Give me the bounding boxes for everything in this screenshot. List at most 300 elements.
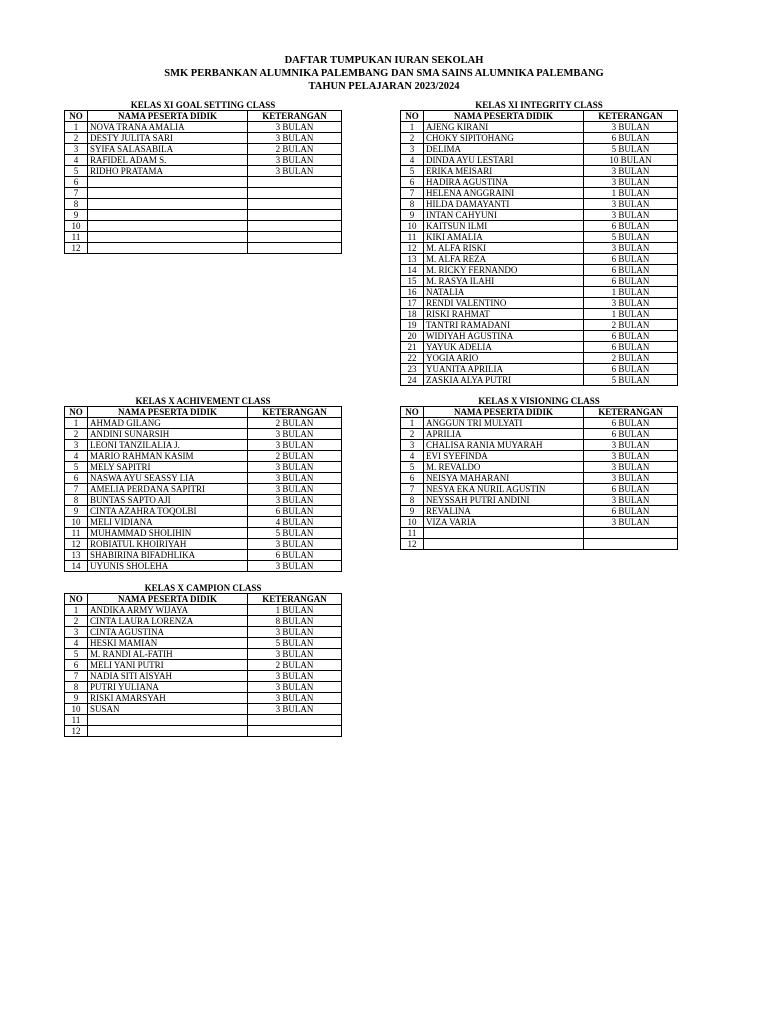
remarks: 5 BULAN xyxy=(248,638,342,649)
row-number: 2 xyxy=(65,616,88,627)
student-name: NOVA TRANA AMALIA xyxy=(88,122,248,133)
table-row xyxy=(65,122,342,133)
class-table xyxy=(400,406,678,550)
remarks: 2 BULAN xyxy=(248,451,342,462)
student-name xyxy=(88,726,248,737)
table-row xyxy=(401,375,678,386)
table-row xyxy=(65,243,342,254)
row-number: 17 xyxy=(401,298,424,309)
table-row xyxy=(65,473,342,484)
table-row xyxy=(65,199,342,210)
col-header-no: NO xyxy=(401,111,424,122)
table-row xyxy=(401,122,678,133)
row-number: 21 xyxy=(401,342,424,353)
student-name: LEONI TANZILALIA J. xyxy=(88,440,248,451)
row-number: 1 xyxy=(65,122,88,133)
table-row xyxy=(401,528,678,539)
col-header-name: NAMA PESERTA DIDIK xyxy=(424,407,584,418)
document-header xyxy=(0,54,768,93)
table-row xyxy=(401,188,678,199)
row-number: 7 xyxy=(401,188,424,199)
table-row xyxy=(65,188,342,199)
remarks: 6 BULAN xyxy=(584,418,678,429)
student-name: SHABIRINA BIFADHLIKA xyxy=(88,550,248,561)
student-name: CINTA AZAHRA TOQOLBI xyxy=(88,506,248,517)
row-number: 7 xyxy=(401,484,424,495)
table-row xyxy=(65,462,342,473)
col-header-no: NO xyxy=(65,594,88,605)
table-row xyxy=(401,243,678,254)
remarks: 3 BULAN xyxy=(248,539,342,550)
remarks: 3 BULAN xyxy=(248,704,342,715)
row-number: 13 xyxy=(65,550,88,561)
student-name xyxy=(88,188,248,199)
remarks: 3 BULAN xyxy=(584,495,678,506)
table-row xyxy=(401,210,678,221)
student-name: REVALINA xyxy=(424,506,584,517)
row-number: 24 xyxy=(401,375,424,386)
remarks: 5 BULAN xyxy=(248,528,342,539)
col-header-name: NAMA PESERTA DIDIK xyxy=(88,594,248,605)
remarks: 6 BULAN xyxy=(584,342,678,353)
student-name xyxy=(88,232,248,243)
table-row xyxy=(65,715,342,726)
student-name: EVI SYEFINDA xyxy=(424,451,584,462)
remarks xyxy=(248,715,342,726)
table-row xyxy=(65,671,342,682)
class-table xyxy=(64,593,342,737)
col-header-no: NO xyxy=(65,111,88,122)
table-row xyxy=(401,254,678,265)
remarks: 3 BULAN xyxy=(584,517,678,528)
remarks: 1 BULAN xyxy=(584,287,678,298)
remarks: 3 BULAN xyxy=(248,484,342,495)
row-number: 12 xyxy=(401,243,424,254)
table-row xyxy=(65,550,342,561)
student-name: RISKI AMARSYAH xyxy=(88,693,248,704)
student-name: M. REVALDO xyxy=(424,462,584,473)
row-number: 4 xyxy=(401,451,424,462)
student-name: NADIA SITI AISYAH xyxy=(88,671,248,682)
student-name: ANDINI SUNARSIH xyxy=(88,429,248,440)
row-number: 11 xyxy=(65,715,88,726)
student-name: ERIKA MEISARI xyxy=(424,166,584,177)
student-name: MELY SAPITRI xyxy=(88,462,248,473)
table-row xyxy=(401,506,678,517)
row-number: 10 xyxy=(401,517,424,528)
remarks: 3 BULAN xyxy=(248,682,342,693)
class-title: KELAS X VISIONING CLASS xyxy=(478,396,600,406)
row-number: 12 xyxy=(401,539,424,550)
remarks: 1 BULAN xyxy=(584,309,678,320)
table-row xyxy=(401,221,678,232)
remarks: 2 BULAN xyxy=(248,660,342,671)
class-table xyxy=(64,406,342,572)
row-number: 14 xyxy=(401,265,424,276)
remarks: 3 BULAN xyxy=(248,122,342,133)
row-number: 1 xyxy=(401,418,424,429)
table-row xyxy=(65,704,342,715)
col-header-ket: KETERANGAN xyxy=(248,111,342,122)
student-name: CINTA AGUSTINA xyxy=(88,627,248,638)
remarks: 3 BULAN xyxy=(248,155,342,166)
row-number: 7 xyxy=(65,484,88,495)
table-row xyxy=(401,364,678,375)
row-number: 6 xyxy=(65,660,88,671)
row-number: 7 xyxy=(65,188,88,199)
student-name: HADIRA AGUSTINA xyxy=(424,177,584,188)
student-name: M. RICKY FERNANDO xyxy=(424,265,584,276)
remarks: 3 BULAN xyxy=(248,166,342,177)
class-block-visioning xyxy=(400,396,678,550)
remarks: 6 BULAN xyxy=(584,506,678,517)
table-row xyxy=(65,517,342,528)
student-name: AJENG KIRANI xyxy=(424,122,584,133)
student-name xyxy=(424,528,584,539)
remarks: 6 BULAN xyxy=(584,133,678,144)
academic-year: TAHUN PELAJARAN 2023/2024 xyxy=(308,81,460,92)
row-number: 7 xyxy=(65,671,88,682)
col-header-ket: KETERANGAN xyxy=(248,407,342,418)
student-name: MARIO RAHMAN KASIM xyxy=(88,451,248,462)
remarks: 2 BULAN xyxy=(584,320,678,331)
table-row xyxy=(65,166,342,177)
row-number: 5 xyxy=(401,462,424,473)
student-name xyxy=(88,177,248,188)
table-row xyxy=(65,221,342,232)
remarks: 5 BULAN xyxy=(584,232,678,243)
row-number: 3 xyxy=(65,627,88,638)
remarks: 10 BULAN xyxy=(584,155,678,166)
table-row xyxy=(401,331,678,342)
row-number: 6 xyxy=(401,177,424,188)
class-title: KELAS X ACHIVEMENT CLASS xyxy=(135,396,271,406)
student-name: M. ALFA REZA xyxy=(424,254,584,265)
student-name: CHALISA RANIA MUYARAH xyxy=(424,440,584,451)
table-row xyxy=(65,616,342,627)
remarks: 6 BULAN xyxy=(584,484,678,495)
table-row xyxy=(65,693,342,704)
remarks xyxy=(248,199,342,210)
table-row xyxy=(65,133,342,144)
remarks: 5 BULAN xyxy=(584,375,678,386)
row-number: 8 xyxy=(65,495,88,506)
class-title: KELAS X CAMPION CLASS xyxy=(144,583,262,593)
row-number: 10 xyxy=(401,221,424,232)
table-row xyxy=(401,462,678,473)
table-row xyxy=(401,309,678,320)
table-row xyxy=(401,429,678,440)
remarks: 6 BULAN xyxy=(584,364,678,375)
student-name xyxy=(88,199,248,210)
student-name: ANGGUN TRI MULYATI xyxy=(424,418,584,429)
remarks: 3 BULAN xyxy=(584,210,678,221)
student-name: NEYSSAH PUTRI ANDINI xyxy=(424,495,584,506)
row-number: 6 xyxy=(401,473,424,484)
row-number: 1 xyxy=(401,122,424,133)
row-number: 13 xyxy=(401,254,424,265)
row-number: 3 xyxy=(401,144,424,155)
remarks xyxy=(584,539,678,550)
row-number: 9 xyxy=(401,506,424,517)
class-block-achivement xyxy=(64,396,342,572)
table-row xyxy=(401,473,678,484)
student-name: RIDHO PRATAMA xyxy=(88,166,248,177)
student-name: ZASKIA ALYA PUTRI xyxy=(424,375,584,386)
class-block-campion xyxy=(64,583,342,737)
remarks: 3 BULAN xyxy=(584,243,678,254)
table-row xyxy=(65,429,342,440)
table-row xyxy=(65,660,342,671)
row-number: 12 xyxy=(65,243,88,254)
remarks: 3 BULAN xyxy=(584,122,678,133)
col-header-ket: KETERANGAN xyxy=(584,111,678,122)
class-table xyxy=(400,110,678,386)
table-row xyxy=(65,539,342,550)
remarks: 3 BULAN xyxy=(248,473,342,484)
table-row xyxy=(65,495,342,506)
table-row xyxy=(401,539,678,550)
student-name xyxy=(88,715,248,726)
table-header-row xyxy=(401,407,678,418)
row-number: 4 xyxy=(65,155,88,166)
student-name: DINDA AYU LESTARI xyxy=(424,155,584,166)
class-block-goal-setting xyxy=(64,100,342,254)
row-number: 2 xyxy=(65,133,88,144)
remarks: 3 BULAN xyxy=(248,561,342,572)
table-row xyxy=(401,298,678,309)
student-name: VIZA VARIA xyxy=(424,517,584,528)
table-row xyxy=(401,177,678,188)
table-row xyxy=(401,276,678,287)
row-number: 5 xyxy=(401,166,424,177)
remarks xyxy=(584,528,678,539)
table-row xyxy=(401,451,678,462)
remarks: 3 BULAN xyxy=(584,177,678,188)
student-name: MELI YANI PUTRI xyxy=(88,660,248,671)
class-title: KELAS XI GOAL SETTING CLASS xyxy=(130,100,276,110)
row-number: 9 xyxy=(65,210,88,221)
table-header-row xyxy=(65,111,342,122)
student-name: M. RANDI AL-FATIH xyxy=(88,649,248,660)
remarks: 3 BULAN xyxy=(584,199,678,210)
table-row xyxy=(401,342,678,353)
student-name xyxy=(88,210,248,221)
student-name: AHMAD GILANG xyxy=(88,418,248,429)
student-name: M. ALFA RISKI xyxy=(424,243,584,254)
table-row xyxy=(401,144,678,155)
table-header-row xyxy=(65,407,342,418)
student-name: RISKI RAHMAT xyxy=(424,309,584,320)
student-name: ANDIKA ARMY WIJAYA xyxy=(88,605,248,616)
row-number: 4 xyxy=(401,155,424,166)
student-name: RAFIDEL ADAM S. xyxy=(88,155,248,166)
row-number: 9 xyxy=(65,506,88,517)
table-row xyxy=(401,133,678,144)
student-name: NESYA EKA NURIL AGUSTIN xyxy=(424,484,584,495)
remarks: 1 BULAN xyxy=(584,188,678,199)
remarks: 3 BULAN xyxy=(248,649,342,660)
student-name: NATALIA xyxy=(424,287,584,298)
table-row xyxy=(65,506,342,517)
remarks xyxy=(248,188,342,199)
table-row xyxy=(401,517,678,528)
document-title: DAFTAR TUMPUKAN IURAN SEKOLAH xyxy=(284,55,484,66)
table-row xyxy=(65,440,342,451)
student-name: AMELIA PERDANA SAPITRI xyxy=(88,484,248,495)
row-number: 10 xyxy=(65,704,88,715)
student-name: APRILIA xyxy=(424,429,584,440)
table-row xyxy=(401,155,678,166)
table-row xyxy=(65,726,342,737)
row-number: 11 xyxy=(65,528,88,539)
row-number: 10 xyxy=(65,517,88,528)
remarks: 3 BULAN xyxy=(248,440,342,451)
remarks: 6 BULAN xyxy=(584,221,678,232)
table-row xyxy=(65,177,342,188)
student-name: BUNTAS SAPTO AJI xyxy=(88,495,248,506)
remarks: 3 BULAN xyxy=(248,462,342,473)
remarks xyxy=(248,243,342,254)
table-row xyxy=(401,440,678,451)
table-row xyxy=(65,649,342,660)
table-row xyxy=(65,451,342,462)
remarks: 6 BULAN xyxy=(248,550,342,561)
table-row xyxy=(65,418,342,429)
table-row xyxy=(401,232,678,243)
table-row xyxy=(65,144,342,155)
school-names: SMK PERBANKAN ALUMNIKA PALEMBANG DAN SMA SAINS ALUMNIKA PALEMBANG xyxy=(164,68,604,79)
student-name: NASWA AYU SEASSY LIA xyxy=(88,473,248,484)
row-number: 12 xyxy=(65,726,88,737)
student-name: TANTRI RAMADANI xyxy=(424,320,584,331)
student-name: HELENA ANGGRAINI xyxy=(424,188,584,199)
col-header-name: NAMA PESERTA DIDIK xyxy=(424,111,584,122)
remarks: 3 BULAN xyxy=(248,627,342,638)
row-number: 20 xyxy=(401,331,424,342)
row-number: 5 xyxy=(65,462,88,473)
row-number: 2 xyxy=(401,429,424,440)
student-name: HILDA DAMAYANTI xyxy=(424,199,584,210)
table-row xyxy=(65,232,342,243)
student-name: PUTRI YULIANA xyxy=(88,682,248,693)
student-name: SYIFA SALASABILA xyxy=(88,144,248,155)
remarks xyxy=(248,210,342,221)
row-number: 4 xyxy=(65,638,88,649)
row-number: 14 xyxy=(65,561,88,572)
student-name: MUHAMMAD SHOLIHIN xyxy=(88,528,248,539)
remarks xyxy=(248,221,342,232)
remarks: 3 BULAN xyxy=(584,451,678,462)
remarks: 6 BULAN xyxy=(584,265,678,276)
remarks xyxy=(248,232,342,243)
table-row xyxy=(65,561,342,572)
remarks: 6 BULAN xyxy=(584,331,678,342)
remarks: 3 BULAN xyxy=(584,298,678,309)
row-number: 3 xyxy=(65,440,88,451)
table-row xyxy=(65,155,342,166)
remarks: 3 BULAN xyxy=(584,473,678,484)
remarks: 2 BULAN xyxy=(248,418,342,429)
table-row xyxy=(401,287,678,298)
table-header-row xyxy=(401,111,678,122)
student-name: NEISYA MAHARANI xyxy=(424,473,584,484)
student-name: SUSAN xyxy=(88,704,248,715)
row-number: 11 xyxy=(401,232,424,243)
remarks: 6 BULAN xyxy=(248,506,342,517)
row-number: 8 xyxy=(65,199,88,210)
student-name: CINTA LAURA LORENZA xyxy=(88,616,248,627)
row-number: 18 xyxy=(401,309,424,320)
student-name: DESTY JULITA SARI xyxy=(88,133,248,144)
remarks: 2 BULAN xyxy=(584,353,678,364)
col-header-ket: KETERANGAN xyxy=(248,594,342,605)
table-row xyxy=(401,495,678,506)
remarks xyxy=(248,726,342,737)
table-row xyxy=(401,484,678,495)
row-number: 12 xyxy=(65,539,88,550)
remarks: 3 BULAN xyxy=(584,462,678,473)
remarks: 3 BULAN xyxy=(584,166,678,177)
remarks: 3 BULAN xyxy=(248,693,342,704)
row-number: 16 xyxy=(401,287,424,298)
student-name: RENDI VALENTINO xyxy=(424,298,584,309)
table-row xyxy=(65,682,342,693)
table-row xyxy=(65,210,342,221)
student-name: HESKI MAMIAN xyxy=(88,638,248,649)
student-name xyxy=(88,221,248,232)
student-name: UYUNIS SHOLEHA xyxy=(88,561,248,572)
row-number: 22 xyxy=(401,353,424,364)
row-number: 8 xyxy=(401,495,424,506)
table-header-row xyxy=(65,594,342,605)
row-number: 15 xyxy=(401,276,424,287)
remarks: 3 BULAN xyxy=(248,133,342,144)
student-name: CHOKY SIPITOHANG xyxy=(424,133,584,144)
class-block-integrity xyxy=(400,100,678,386)
row-number: 4 xyxy=(65,451,88,462)
row-number: 3 xyxy=(401,440,424,451)
student-name: KAITSUN ILMI xyxy=(424,221,584,232)
row-number: 8 xyxy=(65,682,88,693)
row-number: 6 xyxy=(65,177,88,188)
remarks: 2 BULAN xyxy=(248,144,342,155)
row-number: 23 xyxy=(401,364,424,375)
student-name: YUANITA APRILIA xyxy=(424,364,584,375)
class-table xyxy=(64,110,342,254)
student-name: DELIMA xyxy=(424,144,584,155)
col-header-no: NO xyxy=(65,407,88,418)
student-name: M. RASYA ILAHI xyxy=(424,276,584,287)
remarks: 3 BULAN xyxy=(248,671,342,682)
row-number: 3 xyxy=(65,144,88,155)
table-row xyxy=(65,605,342,616)
table-row xyxy=(65,638,342,649)
table-row xyxy=(401,166,678,177)
col-header-name: NAMA PESERTA DIDIK xyxy=(88,111,248,122)
student-name: YAYUK ADELIA xyxy=(424,342,584,353)
remarks: 6 BULAN xyxy=(584,276,678,287)
student-name: ROBIATUL KHOIRIYAH xyxy=(88,539,248,550)
row-number: 6 xyxy=(65,473,88,484)
remarks: 3 BULAN xyxy=(248,429,342,440)
row-number: 1 xyxy=(65,418,88,429)
remarks: 4 BULAN xyxy=(248,517,342,528)
remarks: 6 BULAN xyxy=(584,254,678,265)
row-number: 8 xyxy=(401,199,424,210)
student-name: YOGIA ARIO xyxy=(424,353,584,364)
row-number: 9 xyxy=(401,210,424,221)
